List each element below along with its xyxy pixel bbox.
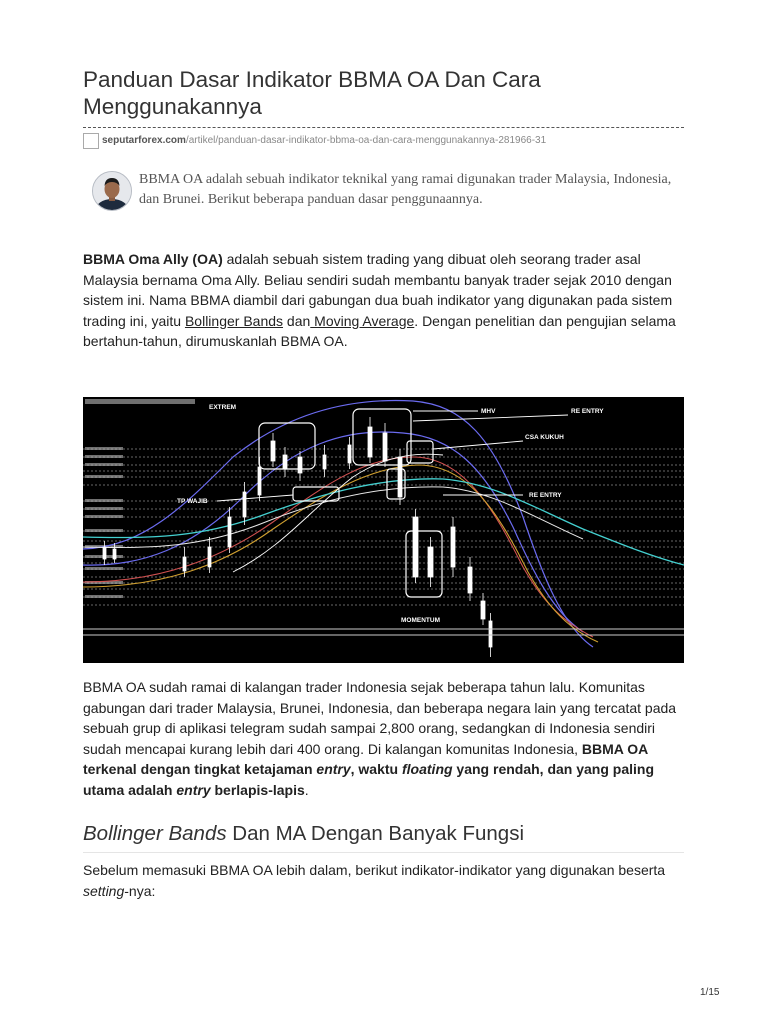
label-re-entry-top: RE ENTRY — [571, 408, 604, 415]
settings-text-a: Sebelum memasuki BBMA OA lebih dalam, berikut indikator-indikator yang digunakan beserta — [83, 862, 666, 878]
label-extrem: EXTREM — [209, 404, 237, 411]
page-title: Panduan Dasar Indikator BBMA OA Dan Cara Menggunakannya — [83, 67, 541, 119]
bbma-chart-image — [83, 397, 684, 663]
title-divider — [83, 127, 684, 128]
section-divider — [83, 852, 684, 853]
section-heading — [83, 820, 683, 848]
community-paragraph — [83, 677, 683, 800]
label-re-entry-mid: RE ENTRY — [529, 492, 562, 499]
intro-text-c: . Dengan penelitian dan pengujian selama bertahun-tahun, dirumuskanlah BBMA OA. — [83, 312, 676, 349]
section-heading-italic: Bollinger Bands — [83, 822, 227, 845]
source-domain[interactable]: seputarforex.com — [102, 134, 186, 146]
bollinger-bands-link[interactable]: Bollinger Bands — [184, 312, 284, 329]
settings-text-b: -nya: — [124, 882, 156, 899]
page-number: 1/15 — [700, 987, 720, 998]
highlight-part-4: berlapis-lapis — [210, 781, 305, 798]
settings-intro-paragraph — [83, 860, 683, 901]
site-favicon-icon — [83, 133, 99, 149]
intro-text-b: dan — [283, 312, 311, 329]
label-momentum: MOMENTUM — [401, 617, 440, 624]
highlight-part-3: yang rendah, dan yang paling utama adalah — [83, 761, 655, 798]
highlight-part-2: , waktu — [350, 761, 402, 777]
highlight-part-1: BBMA OA terkenal dengan tingkat ketajaman — [83, 740, 648, 777]
community-text: BBMA OA sudah ramai di kalangan trader Indonesia sejak beberapa tahun lalu. Komunitas gabungan dari trader Malaysia, Brunei, Indonesia, dan beberapa negara lain yang tercatat pada sebuah grup di aplikasi telegram sudah sampai 2,800 orang, sedangkan di Indonesia sendiri sudah mencapai kurang lebih dari 400 orang. Di kalangan komunitas Indonesia, — [83, 679, 677, 757]
highlight-floating: floating — [402, 761, 453, 777]
article-summary: BBMA OA adalah sebuah indikator teknikal yang ramai digunakan trader Malaysia, Indonesia, dan Brunei. Berikut beberapa panduan dasar penggunaannya. — [139, 172, 672, 207]
label-csa-kukuh: CSA KUKUH — [525, 434, 564, 441]
moving-average-link[interactable]: Moving Average — [310, 312, 415, 329]
settings-term: setting — [83, 882, 125, 899]
source-url[interactable] — [83, 132, 546, 148]
bbma-oma-ally-term: BBMA Oma Ally (OA) — [83, 251, 223, 267]
intro-text-a: adalah sebuah sistem trading yang dibuat oleh seorang trader asal Malaysia bernama Oma Ally. Beliau sendiri sudah membantu banyak trader sejak 2010 dengan sistem ini. Nama BBMA diambil dari gabungan dua buah indikator yang digunakan pada sistem trading ini, yaitu — [83, 251, 673, 329]
intro-paragraph — [83, 249, 683, 352]
highlight-entry-1: entry — [316, 761, 351, 777]
section-heading-rest: Dan MA Dengan Banyak Fungsi — [226, 822, 525, 845]
community-end: . — [304, 781, 309, 798]
author-avatar — [92, 171, 132, 211]
label-tp-wajib: TP WAJIB — [177, 498, 208, 505]
source-path[interactable]: /artikel/panduan-dasar-indikator-bbma-oa-dan-cara-menggunakannya-281966-31 — [185, 134, 547, 146]
highlight-entry-2: entry — [176, 781, 211, 798]
label-mhv: MHV — [481, 408, 496, 415]
